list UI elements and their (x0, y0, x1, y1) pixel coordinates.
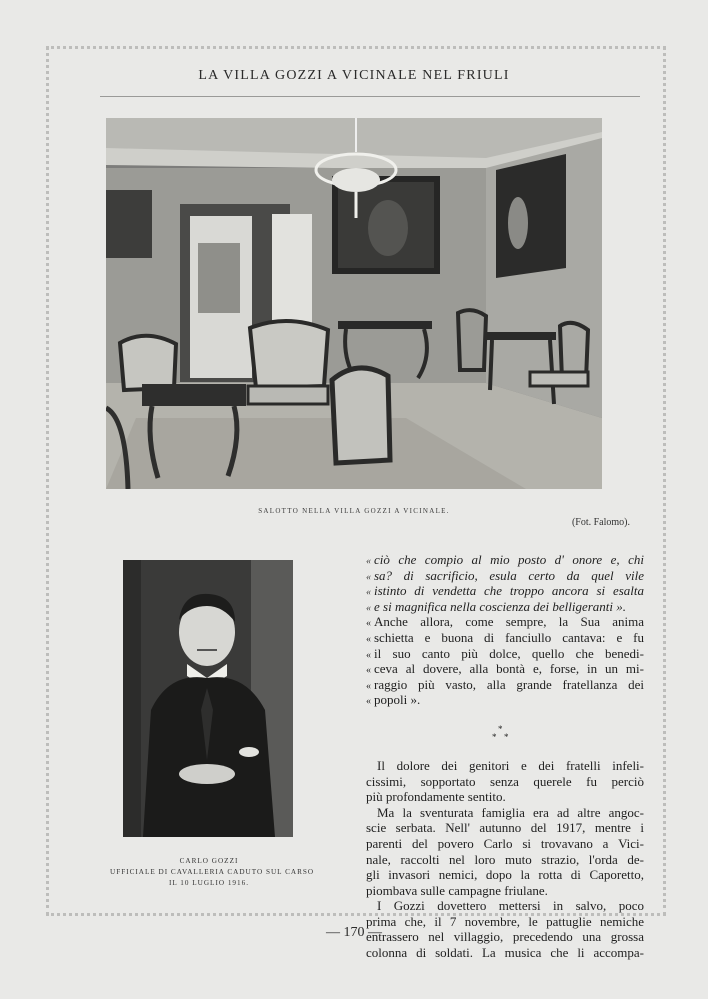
text-line: gli invasori nemici, dopo la rotta di Caporetto, (366, 867, 644, 883)
text-line: « e si magnifica nella coscienza dei belligeranti ». (366, 598, 627, 614)
portrait-caption-name: CARLO GOZZI (179, 857, 239, 865)
text-line: cissimi, sopportato senza querele fu perciò (366, 773, 644, 789)
portrait-caption-date: IL 10 LUGLIO 1916. (168, 879, 249, 887)
text-line: « raggio più vasto, alla grande fratellanza dei (366, 676, 644, 692)
text-line: entrassero nel villaggio, precedendo una grossa (366, 929, 644, 945)
portrait-photo (123, 560, 293, 837)
text-line: Il dolore dei genitori e dei fratelli infeli- (377, 757, 644, 773)
text-line: « sa? di sacrificio, esula certo da quel vile (366, 567, 644, 583)
section-break (366, 722, 644, 752)
text-line: « ciò che compio al mio posto d' onore e, chi (366, 552, 644, 567)
section-break-star: * (492, 731, 497, 742)
text-line: « schietta e buona di fanciullo cantava: e fu (366, 629, 644, 645)
running-head: LA VILLA GOZZI A VICINALE NEL FRIULI (198, 68, 510, 83)
portrait-caption-role: UFFICIALE DI CAVALLERIA CADUTO SUL CARSO (110, 868, 315, 876)
portrait-caption (110, 856, 315, 889)
text-line: scie serbata. Nell' autunno del 1917, mentre i (366, 820, 644, 836)
text-line: I Gozzi dovettero mettersi in salvo, poco (377, 898, 644, 914)
page-number: — 170 — (326, 925, 382, 940)
text-line: più profondamente sentito. (366, 789, 506, 805)
section-break-star: * (498, 723, 503, 734)
text-line: « ceva al dovere, alla bontà e, forse, in un mi- (366, 661, 644, 677)
text-line: colonna di soldati. La musica che li accompa- (366, 945, 644, 961)
text-line: « il suo canto più dolce, quello che benedi- (366, 645, 644, 661)
section-break-star: * (504, 731, 509, 742)
text-line: prima che, il 7 novembre, le pattuglie nemiche (366, 913, 644, 929)
text-line: Ma la sventurata famiglia era ad altre angoc- (377, 804, 644, 820)
photo-credit: (Fot. Falomo). (571, 517, 630, 528)
text-line: nale, raccolti nel loro muto strazio, l'orda de- (366, 851, 644, 867)
text-line: « Anche allora, come sempre, la Sua anima (366, 614, 644, 630)
text-line: piombava sulle campagne friulane. (366, 882, 548, 898)
header-rule (100, 96, 640, 97)
salon-photo (106, 118, 602, 489)
body-text (366, 552, 644, 961)
text-line: « istinto di vendetta che troppo ancora si esalta (366, 583, 644, 599)
text-line: parenti del povero Carlo si trovavano a Vici- (366, 835, 644, 851)
salon-photo-caption: SALOTTO NELLA VILLA GOZZI A VICINALE. (258, 507, 450, 515)
text-line: « popoli ». (366, 692, 421, 708)
